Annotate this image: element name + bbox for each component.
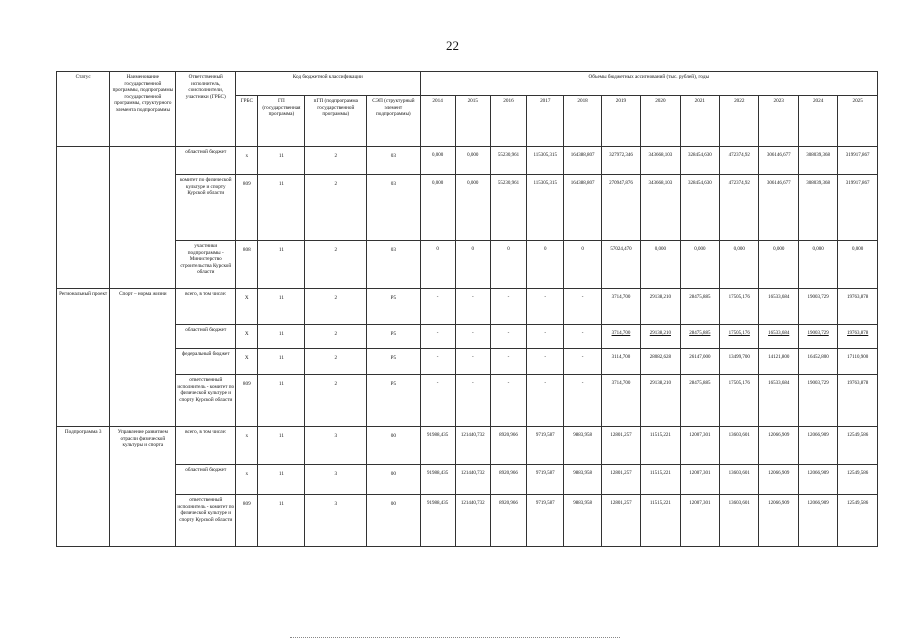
value-cell: -: [490, 349, 526, 375]
value-cell: 29138,210: [641, 375, 680, 427]
value-cell: 343668,103: [641, 147, 680, 175]
grbs-cell: Х: [236, 325, 258, 349]
value-cell: 13499,700: [720, 349, 759, 375]
value-cell: 319917,867: [838, 175, 878, 241]
pgp-cell: 3: [305, 495, 367, 547]
value-cell: 12801,257: [601, 495, 640, 547]
value-cell: -: [527, 289, 564, 325]
value-cell: 3714,700: [601, 375, 640, 427]
header-volumes: Объемы бюджетных ассигнований (тыс. рублей), годы: [420, 72, 877, 96]
gp-cell: 11: [258, 289, 305, 325]
value-cell: -: [455, 289, 490, 325]
value-cell: 29138,210: [641, 325, 680, 349]
value-cell: 270947,876: [601, 175, 640, 241]
pgp-cell: 3: [305, 465, 367, 495]
value-cell: 0,000: [641, 241, 680, 289]
value-cell: 3714,700: [601, 325, 640, 349]
value-cell: 28082,628: [641, 349, 680, 375]
value-cell: 12549,586: [838, 427, 878, 465]
value-cell: 91988,435: [420, 465, 455, 495]
value-cell: -: [455, 325, 490, 349]
value-cell: 17505,176: [720, 325, 759, 349]
table-row: [57, 175, 878, 241]
grbs-cell: 809: [236, 175, 258, 241]
value-cell: 19003,729: [798, 289, 837, 325]
header-year: 2024: [798, 96, 837, 147]
table-row: [57, 349, 878, 375]
sep-cell: 00: [367, 495, 420, 547]
value-cell: 12549,586: [838, 495, 878, 547]
value-cell: 8920,966: [490, 427, 526, 465]
responsible-cell: всего, в том числе:: [176, 427, 236, 465]
value-cell: -: [527, 349, 564, 375]
value-cell: 17505,176: [720, 375, 759, 427]
value-cell: 11515,221: [641, 465, 680, 495]
grbs-cell: х: [236, 427, 258, 465]
value-cell: 0: [564, 241, 601, 289]
value-cell: 55230,961: [490, 147, 526, 175]
value-cell: 91988,435: [420, 427, 455, 465]
gp-cell: 11: [258, 465, 305, 495]
sep-cell: 00: [367, 427, 420, 465]
status-cell: Региональный проект: [57, 289, 110, 427]
responsible-cell: ответственный исполнитель - комитет по физической культуре и спорту Курской области: [176, 375, 236, 427]
responsible-cell: областной бюджет: [176, 325, 236, 349]
value-cell: 11515,221: [641, 427, 680, 465]
sep-cell: Р5: [367, 325, 420, 349]
table-row: [57, 427, 878, 465]
value-cell: -: [527, 325, 564, 349]
value-cell: 0,000: [838, 241, 878, 289]
value-cell: 9883,958: [564, 495, 601, 547]
page-number: 22: [446, 38, 459, 53]
pgp-cell: 2: [305, 289, 367, 325]
value-cell: 12066,909: [798, 465, 837, 495]
value-cell: 115305,315: [527, 175, 564, 241]
value-cell: 164388,807: [564, 175, 601, 241]
value-cell: 3714,700: [601, 289, 640, 325]
grbs-cell: 809: [236, 375, 258, 427]
value-cell: 0: [420, 241, 455, 289]
value-cell: -: [564, 349, 601, 375]
value-cell: 0,000: [455, 147, 490, 175]
sep-cell: Р5: [367, 375, 420, 427]
header-year: 2023: [759, 96, 798, 147]
value-cell: 8920,966: [490, 495, 526, 547]
name-cell: Спорт – норма жизни: [110, 289, 176, 427]
value-cell: 19763,878: [838, 289, 878, 325]
header-year: 2025: [838, 96, 878, 147]
value-cell: 306146,677: [759, 147, 798, 175]
value-cell: 19763,878: [838, 325, 878, 349]
value-cell: 16533,684: [759, 289, 798, 325]
value-cell: 19003,729: [798, 325, 837, 349]
value-cell: -: [490, 375, 526, 427]
sep-cell: Р5: [367, 289, 420, 325]
value-cell: 9719,587: [527, 427, 564, 465]
sep-cell: 03: [367, 147, 420, 175]
gp-cell: 11: [258, 427, 305, 465]
gp-cell: 11: [258, 147, 305, 175]
pgp-cell: 3: [305, 427, 367, 465]
value-cell: -: [564, 325, 601, 349]
value-cell: 28475,885: [680, 375, 719, 427]
value-cell: 19763,878: [838, 375, 878, 427]
value-cell: 16533,684: [759, 325, 798, 349]
value-cell: 14121,800: [759, 349, 798, 375]
value-cell: -: [420, 325, 455, 349]
value-cell: 13603,601: [720, 465, 759, 495]
value-cell: 8920,966: [490, 465, 526, 495]
value-cell: 28475,885: [680, 325, 719, 349]
table-row: [57, 495, 878, 547]
bottom-edge-mark: [290, 637, 620, 638]
value-cell: 12801,257: [601, 465, 640, 495]
pgp-cell: 2: [305, 375, 367, 427]
value-cell: 308039,368: [798, 175, 837, 241]
value-cell: -: [490, 289, 526, 325]
value-cell: 3114,700: [601, 349, 640, 375]
value-cell: -: [455, 349, 490, 375]
budget-table: [56, 71, 878, 547]
header-sep: СЭП (структурный элемент подпрограммы): [367, 96, 420, 147]
table-row: [57, 289, 878, 325]
value-cell: -: [564, 289, 601, 325]
value-cell: 12066,909: [798, 495, 837, 547]
sep-cell: 03: [367, 241, 420, 289]
responsible-cell: всего, в том числе:: [176, 289, 236, 325]
grbs-cell: х: [236, 147, 258, 175]
value-cell: 164388,807: [564, 147, 601, 175]
value-cell: 9719,587: [527, 495, 564, 547]
value-cell: 0: [527, 241, 564, 289]
value-cell: 9883,958: [564, 427, 601, 465]
header-name: Наименование государственной программы, подпрограммы государственной программы, структурного элемента подпрограммы: [110, 72, 176, 147]
value-cell: 472374,92: [720, 175, 759, 241]
value-cell: 16452,800: [798, 349, 837, 375]
value-cell: 28475,885: [680, 289, 719, 325]
header-year: 2017: [527, 96, 564, 147]
value-cell: 0: [455, 241, 490, 289]
value-cell: 0,000: [759, 241, 798, 289]
value-cell: 29138,210: [641, 289, 680, 325]
value-cell: -: [527, 375, 564, 427]
value-cell: 9719,587: [527, 465, 564, 495]
grbs-cell: х: [236, 465, 258, 495]
value-cell: 12007,301: [680, 427, 719, 465]
pgp-cell: 2: [305, 175, 367, 241]
value-cell: 19003,729: [798, 375, 837, 427]
header-year: 2020: [641, 96, 680, 147]
value-cell: 306146,677: [759, 175, 798, 241]
table-row: [57, 325, 878, 349]
grbs-cell: Х: [236, 349, 258, 375]
table-body: [57, 147, 878, 547]
grbs-cell: 809: [236, 495, 258, 547]
value-cell: -: [455, 375, 490, 427]
value-cell: -: [420, 349, 455, 375]
value-cell: 115305,315: [527, 147, 564, 175]
header-year: 2016: [490, 96, 526, 147]
header-year: 2014: [420, 96, 455, 147]
value-cell: 0,000: [455, 175, 490, 241]
value-cell: 12066,909: [759, 465, 798, 495]
table-row: [57, 375, 878, 427]
value-cell: 328454,630: [680, 175, 719, 241]
value-cell: 12801,257: [601, 427, 640, 465]
value-cell: -: [564, 375, 601, 427]
header-pgp: пГП (подпрограмма государственной программы): [305, 96, 367, 147]
value-cell: 13603,601: [720, 427, 759, 465]
sep-cell: 03: [367, 175, 420, 241]
header-year: 2022: [720, 96, 759, 147]
value-cell: 0,000: [798, 241, 837, 289]
header-year: 2019: [601, 96, 640, 147]
value-cell: 17505,176: [720, 289, 759, 325]
header-year: 2021: [680, 96, 719, 147]
value-cell: 0,000: [680, 241, 719, 289]
value-cell: 0,000: [420, 175, 455, 241]
pgp-cell: 2: [305, 147, 367, 175]
header-budget-code: Код бюджетной классификации: [236, 72, 420, 96]
status-cell: Подпрограмма 3: [57, 427, 110, 547]
value-cell: 328454,630: [680, 147, 719, 175]
table-row: [57, 147, 878, 175]
value-cell: 12066,909: [759, 495, 798, 547]
value-cell: 12007,301: [680, 465, 719, 495]
responsible-cell: областной бюджет: [176, 147, 236, 175]
gp-cell: 11: [258, 495, 305, 547]
value-cell: 0: [490, 241, 526, 289]
value-cell: 472374,92: [720, 147, 759, 175]
status-cell: [57, 147, 110, 289]
grbs-cell: Х: [236, 289, 258, 325]
pgp-cell: 2: [305, 241, 367, 289]
value-cell: 121440,732: [455, 427, 490, 465]
value-cell: 319917,867: [838, 147, 878, 175]
responsible-cell: участники подпрограммы - Министерство строительства Курской области: [176, 241, 236, 289]
header-grbs: ГРБС: [236, 96, 258, 147]
value-cell: 12066,909: [798, 427, 837, 465]
gp-cell: 11: [258, 349, 305, 375]
name-cell: Управление развитием отрасли физической культуры и спорта: [110, 427, 176, 547]
value-cell: 91988,435: [420, 495, 455, 547]
responsible-cell: областной бюджет: [176, 465, 236, 495]
gp-cell: 11: [258, 375, 305, 427]
value-cell: 121440,732: [455, 495, 490, 547]
value-cell: 308039,368: [798, 147, 837, 175]
header-status: Статус: [57, 72, 110, 147]
responsible-cell: федеральный бюджет: [176, 349, 236, 375]
value-cell: -: [420, 375, 455, 427]
table-row: [57, 241, 878, 289]
value-cell: 13603,601: [720, 495, 759, 547]
value-cell: 12066,909: [759, 427, 798, 465]
value-cell: 57024,470: [601, 241, 640, 289]
value-cell: 16533,684: [759, 375, 798, 427]
gp-cell: 11: [258, 325, 305, 349]
name-cell: [110, 147, 176, 289]
value-cell: 26147,000: [680, 349, 719, 375]
header-responsible: Ответственный исполнитель, соисполнители, участники (ГРБС): [176, 72, 236, 147]
value-cell: -: [420, 289, 455, 325]
value-cell: 0,000: [720, 241, 759, 289]
sep-cell: Р5: [367, 349, 420, 375]
value-cell: 9883,958: [564, 465, 601, 495]
gp-cell: 11: [258, 175, 305, 241]
responsible-cell: комитет по физической культуре и спорту Курской области: [176, 175, 236, 241]
pgp-cell: 2: [305, 325, 367, 349]
value-cell: 327972,346: [601, 147, 640, 175]
table-row: [57, 465, 878, 495]
header-year: 2015: [455, 96, 490, 147]
value-cell: 11515,221: [641, 495, 680, 547]
sep-cell: 00: [367, 465, 420, 495]
value-cell: 12007,301: [680, 495, 719, 547]
responsible-cell: ответственный исполнитель - комитет по физической культуре и спорту Курской области: [176, 495, 236, 547]
grbs-cell: 808: [236, 241, 258, 289]
value-cell: 12549,586: [838, 465, 878, 495]
value-cell: 121440,732: [455, 465, 490, 495]
header-year: 2018: [564, 96, 601, 147]
value-cell: 55230,961: [490, 175, 526, 241]
value-cell: 17110,900: [838, 349, 878, 375]
value-cell: 343668,103: [641, 175, 680, 241]
gp-cell: 11: [258, 241, 305, 289]
value-cell: -: [490, 325, 526, 349]
header-gp: ГП (государственная программа): [258, 96, 305, 147]
pgp-cell: 2: [305, 349, 367, 375]
value-cell: 0,000: [420, 147, 455, 175]
